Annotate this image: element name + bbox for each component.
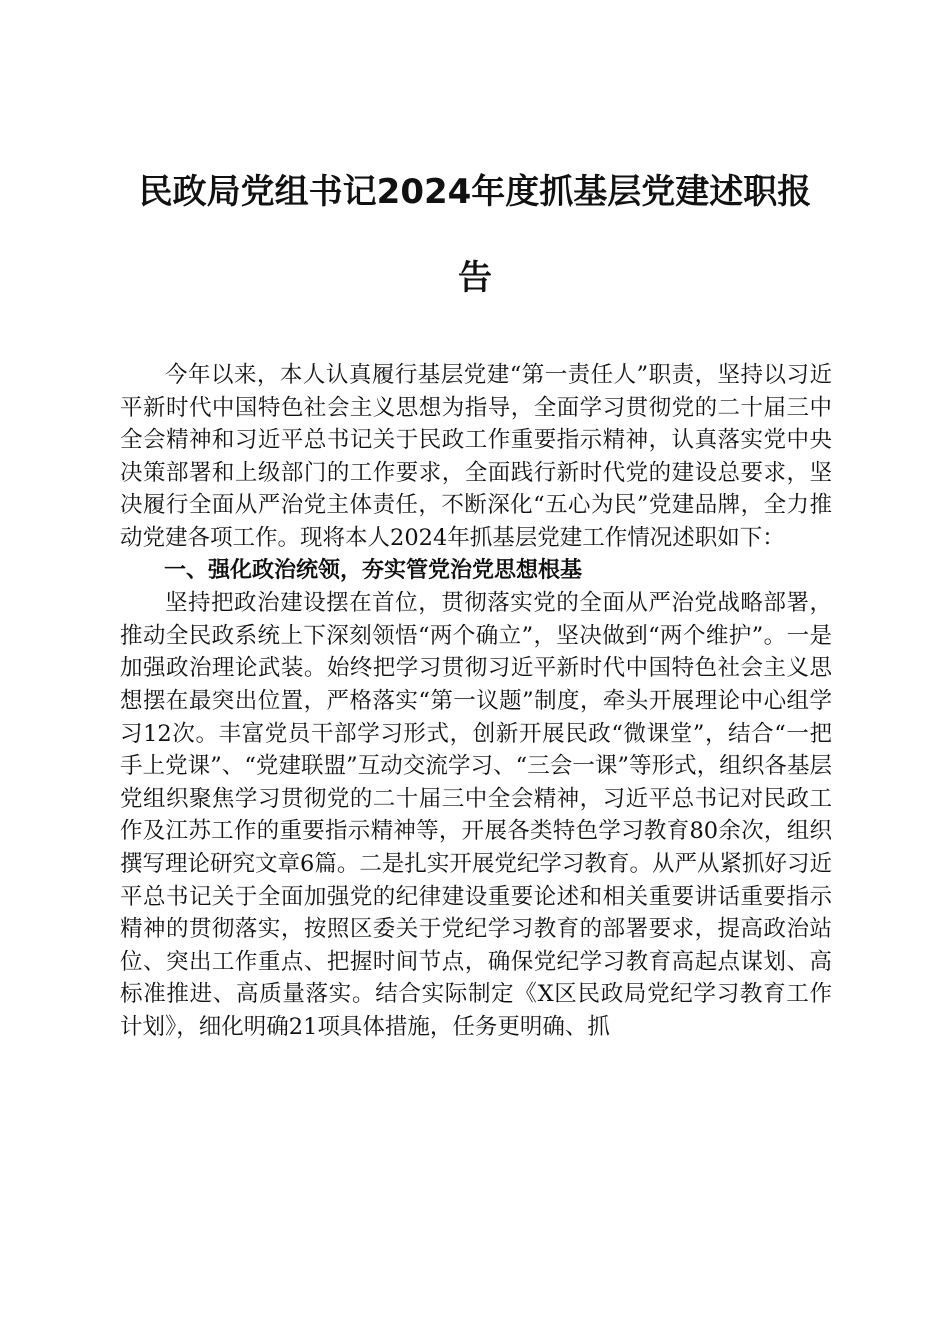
title-line-2: 告	[458, 258, 492, 298]
document-title	[118, 170, 832, 300]
section-1-paragraph: 坚持把政治建设摆在首位，贯彻落实党的全面从严治党战略部署，推动全民政系统上下深刻领悟“两个确立”，坚决做到“两个维护”。一是加强政治理论武装。始终把学习贯彻习近平新时代中国特色社会主义思想摆在最突出位置，严格落实“第一议题”制度，牵头开展理论中心组学习12次。丰富党员干部学习形式，创新开展民政“微课堂”，结合“一把手上党课”、“党建联盟”互动交流学习、“三会一课”等形式，组织各基层党组织聚焦学习贯彻党的二十届三中全会精神，习近平总书记对民政工作及江苏工作的重要指示精神等，开展各类特色学习教育80余次，组织撰写理论研究文章6篇。二是扎实开展党纪学习教育。从严从紧抓好习近平总书记关于全面加强党的纪律建设重要论述和相关重要讲话重要指示精神的贯彻落实，按照区委关于党纪学习教育的部署要求，提高政治站位、突出工作重点、把握时间节点，确保党纪学习教育高起点谋划、高标准推进、高质量落实。结合实际制定《X区民政局党纪学习教育工作计划》，细化明确21项具体措施，任务更明确、抓	[120, 590, 832, 1040]
document-body	[120, 359, 832, 1043]
section-heading-1: 一、强化政治统领，夯实管党治党思想根基	[164, 557, 583, 583]
title-line-1: 民政局党组书记2024年度抓基层党建述职报	[138, 172, 812, 212]
intro-paragraph: 今年以来，本人认真履行基层党建“第一责任人”职责，坚持以习近平新时代中国特色社会主义思想为指导，全面学习贯彻党的二十届三中全会精神和习近平总书记关于民政工作重要指示精神，认真落实党中央决策部署和上级部门的工作要求，全面践行新时代党的建设总要求，坚决履行全面从严治党主体责任，不断深化“五心为民”党建品牌，全力推动党建各项工作。现将本人2024年抓基层党建工作情况述职如下：	[120, 362, 832, 551]
